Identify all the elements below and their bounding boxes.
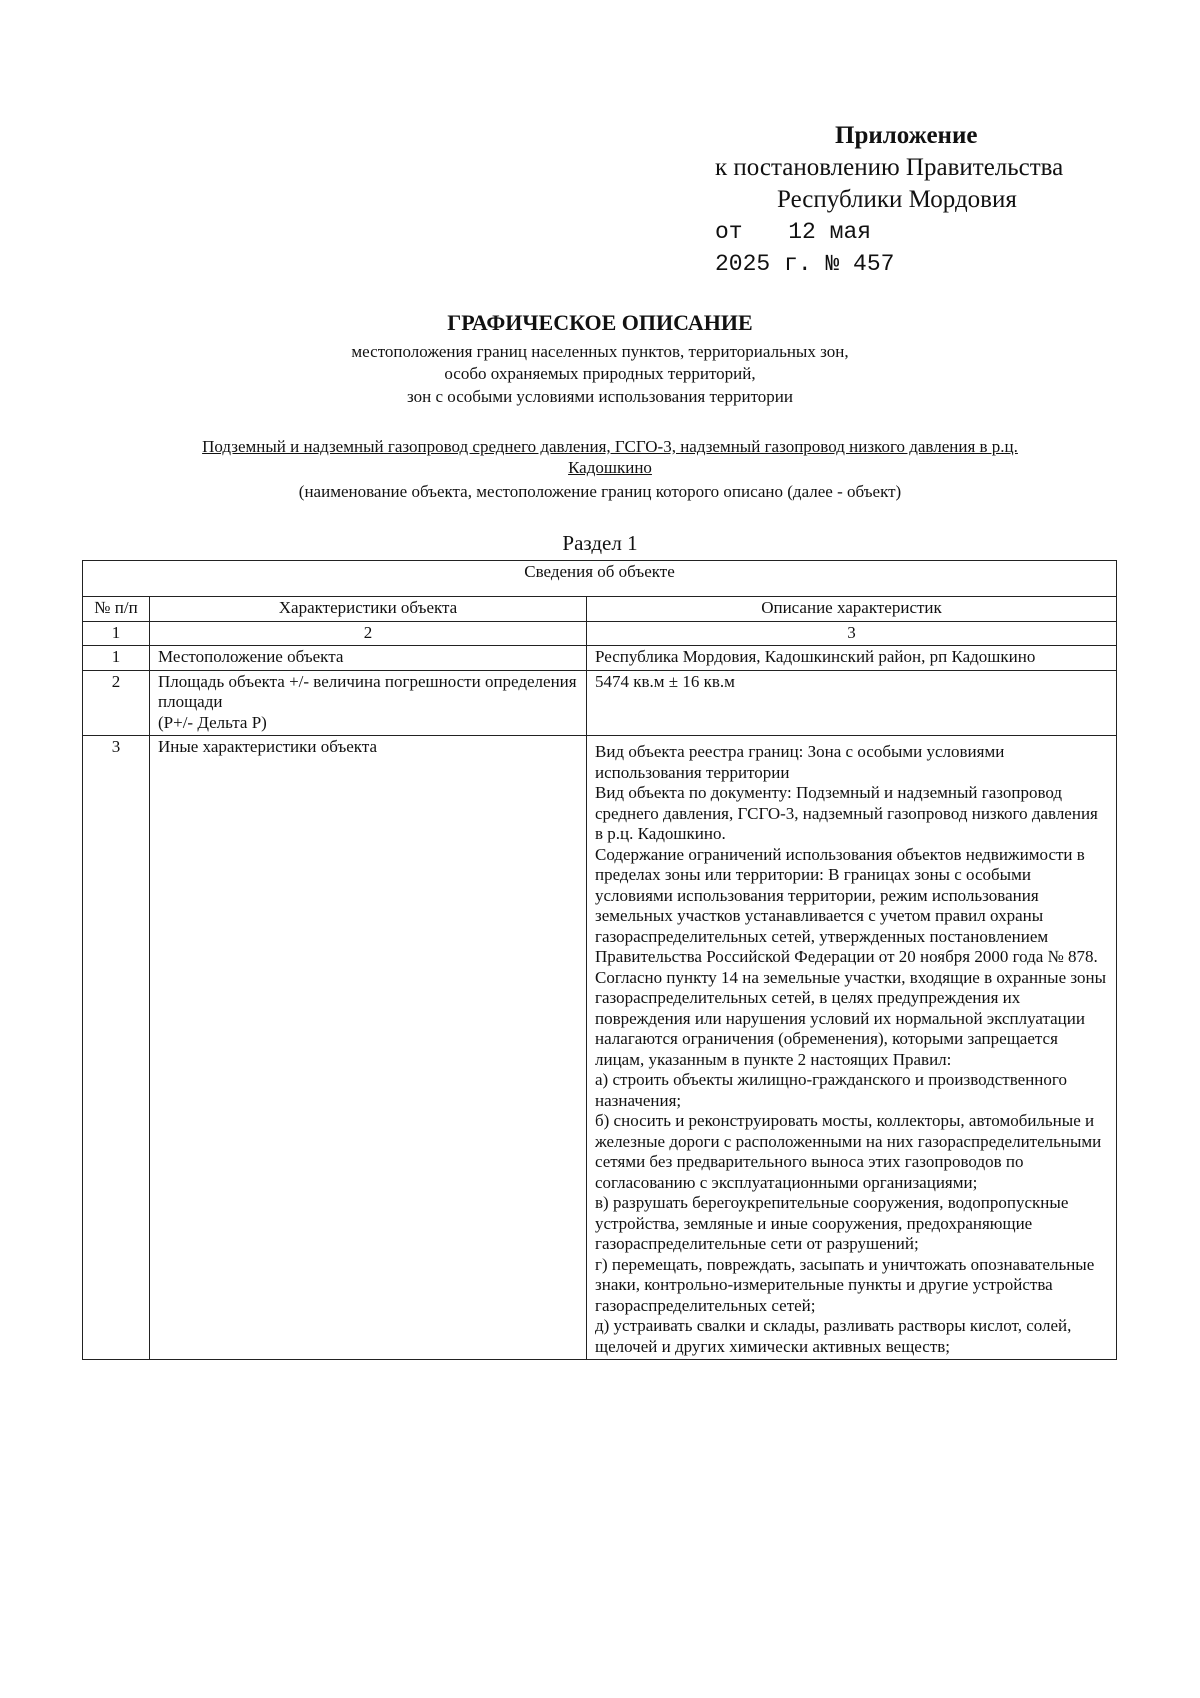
table-caption: Сведения об объекте xyxy=(83,561,1117,597)
row-characteristic-line-1: Площадь объекта +/- величина погрешности определения площади xyxy=(158,671,577,711)
appendix-from: от xyxy=(715,219,743,245)
document-subtitle-1: местоположения границ населенных пунктов, территориальных зон, xyxy=(351,342,849,361)
description-paragraph: в) разрушать берегоукрепительные сооружения, водопропускные устройства, земляные и иные сооружения, предохраняющие газораспределительные сети от разрушений; xyxy=(595,1193,1069,1253)
object-note: (наименование объекта, местоположение границ которого описано (далее - объект) xyxy=(298,482,902,501)
table-caption-row xyxy=(83,561,1117,597)
description-paragraph: Вид объекта реестра границ: Зона с особыми условиями использования территории xyxy=(595,742,1005,782)
appendix-block xyxy=(715,120,1135,280)
appendix-year-number: 2025 г. № 457 xyxy=(715,251,895,277)
row-description: Республика Мордовия, Кадошкинский район, рп Кадошкино xyxy=(587,646,1117,671)
row-characteristic: Местоположение объекта xyxy=(150,646,587,671)
appendix-day-month: 12 мая xyxy=(788,219,872,245)
object-name-line-1: Подземный и надземный газопровод среднего давления, ГСГО-3, надземный газопровод низкого давления в р.ц. xyxy=(202,437,1018,456)
appendix-title: Приложение xyxy=(835,122,978,149)
col-characteristics-header: Характеристики объекта xyxy=(150,597,587,622)
row-description: 5474 кв.м ± 16 кв.м xyxy=(587,670,1117,736)
description-paragraph: Вид объекта по документу: Подземный и надземный газопровод среднего давления, ГСГО-3, надземный газопровод низкого давления в р.ц. Кадошкино. xyxy=(595,783,1098,843)
object-info-table xyxy=(82,560,1117,1360)
document-subtitle-3: зон с особыми условиями использования территории xyxy=(407,387,793,406)
object-name xyxy=(120,436,1100,478)
section-title: Раздел 1 xyxy=(562,531,638,555)
description-paragraph: б) сносить и реконструировать мосты, коллекторы, автомобильные и железные дороги с расположенными на них газораспределительными сетями без предварительного выноса этих газопроводов по согласованию с эксплуатационными организациями; xyxy=(595,1111,1102,1192)
col-description-header: Описание характеристик xyxy=(587,597,1117,622)
table-numbering-row xyxy=(83,621,1117,646)
row-characteristic-line-2: (Р+/- Дельта Р) xyxy=(158,712,267,732)
col-description-index: 3 xyxy=(587,621,1117,646)
table-row xyxy=(83,646,1117,671)
row-description xyxy=(587,736,1117,1360)
document-subtitle-2: особо охраняемых природных территорий, xyxy=(444,364,756,383)
row-number: 3 xyxy=(83,736,150,1360)
col-number-index: 1 xyxy=(83,621,150,646)
description-paragraph: Содержание ограничений использования объектов недвижимости в пределах зоны или территории: В границах зоны с особыми условиями использования территории, режим использования земельных участков устанавливается с учетом правил охраны газораспределительных сетей, утвержденных постановлением Правительства Российской Федерации от 20 ноября 2000 года № 878. Согласно пункту 14 на земельные участки, входящие в охранные зоны газораспределительных сетей, в целях предупреждения их повреждения или нарушения условий их нормальной эксплуатации налагаются ограничения (обременения), которыми запрещается лицам, указанным в пункте 2 настоящих Правил: xyxy=(595,844,1107,1069)
col-number-header: № п/п xyxy=(83,597,150,622)
row-number: 1 xyxy=(83,646,150,671)
description-paragraph: а) строить объекты жилищно-гражданского и производственного назначения; xyxy=(595,1070,1067,1110)
document-title: ГРАФИЧЕСКОЕ ОПИСАНИЕ xyxy=(447,310,753,335)
table-header-row xyxy=(83,597,1117,622)
object-name-line-2: Кадошкино xyxy=(568,458,652,477)
table-row xyxy=(83,670,1117,736)
description-paragraph: д) устраивать свалки и склады, разливать растворы кислот, солей, щелочей и других химически активных веществ; xyxy=(595,1316,1072,1356)
col-characteristics-index: 2 xyxy=(150,621,587,646)
appendix-line-1: к постановлению Правительства xyxy=(715,154,1064,181)
row-number: 2 xyxy=(83,670,150,736)
table-row xyxy=(83,736,1117,1360)
description-paragraph: г) перемещать, повреждать, засыпать и уничтожать опознавательные знаки, контрольно-измерительные пункты и другие устройства газораспределительных сетей; xyxy=(595,1254,1095,1315)
row-characteristic: Иные характеристики объекта xyxy=(150,736,587,1360)
appendix-line-2: Республики Мордовия xyxy=(777,186,1017,213)
appendix-date-line xyxy=(715,216,1135,280)
row-characteristic xyxy=(150,670,587,736)
